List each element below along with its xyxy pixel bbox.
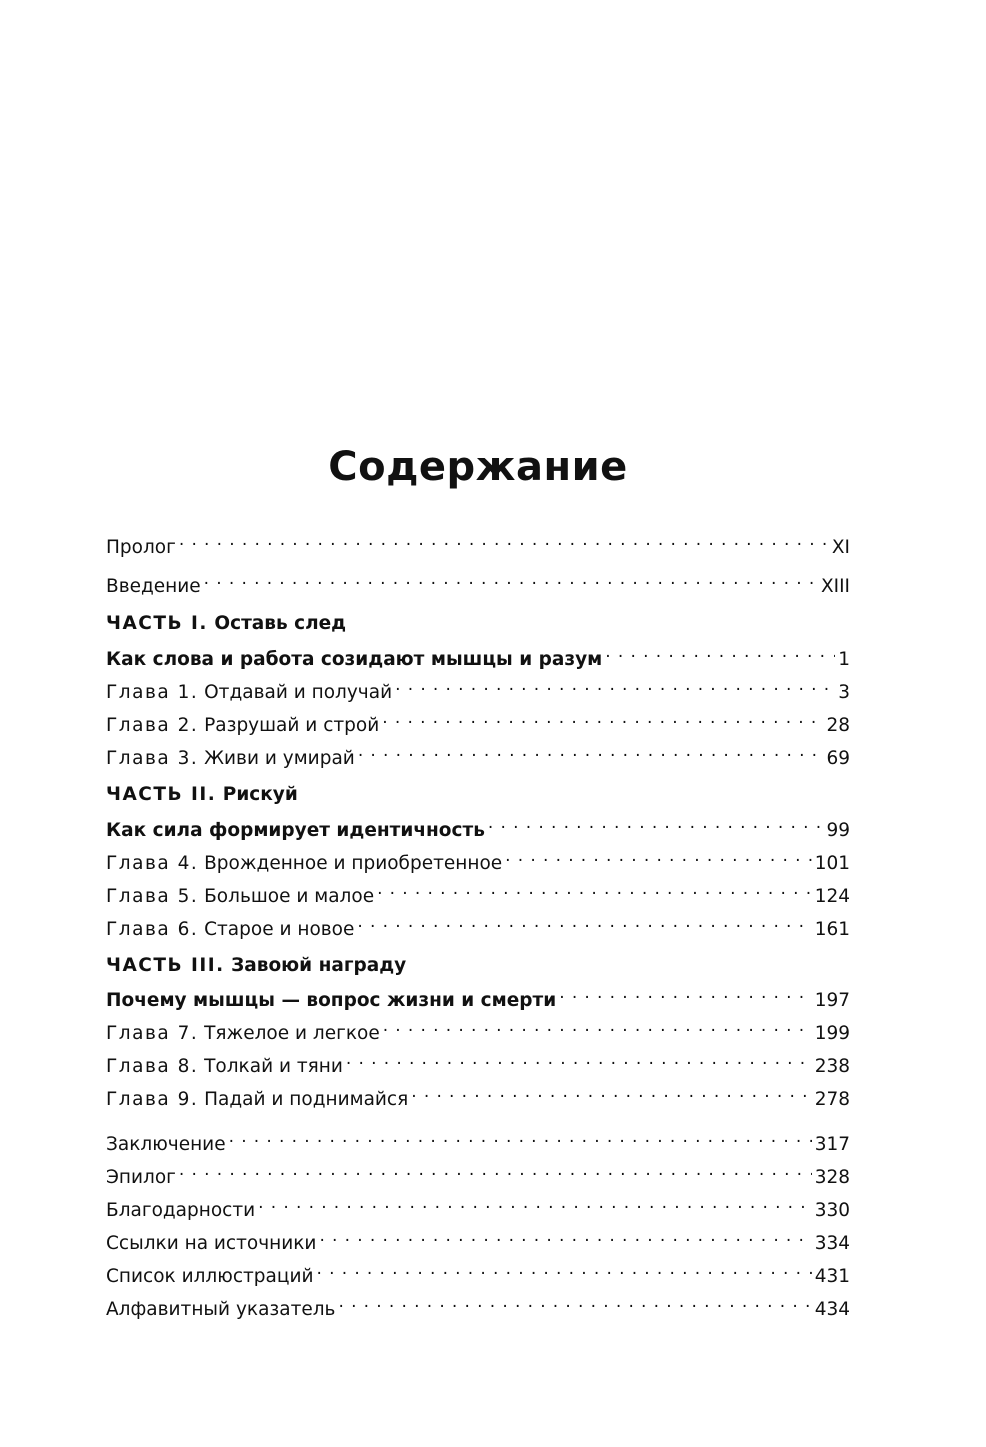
- page-title: Содержание: [328, 443, 628, 490]
- dot-leader: [605, 639, 835, 665]
- chapter-title: Разрушай и строй: [204, 715, 380, 736]
- toc-entry-label: Список иллюстраций: [106, 1266, 314, 1287]
- toc-page-number: 431: [814, 1266, 850, 1287]
- dot-leader: [258, 1190, 812, 1216]
- dot-leader: [382, 705, 823, 731]
- toc-entry-label: [106, 917, 354, 943]
- toc-entry-label: [106, 746, 355, 772]
- part-heading-3: [106, 953, 406, 979]
- part-heading-1: [106, 611, 346, 637]
- toc-entry-introduction[interactable]: [106, 566, 850, 597]
- dot-leader: [358, 738, 824, 764]
- toc-entry-index[interactable]: [106, 1289, 850, 1320]
- dot-leader: [505, 843, 812, 869]
- toc-page-number: 199: [814, 1023, 850, 1044]
- chapter-prefix: Глава 9.: [106, 1089, 199, 1110]
- toc-entry-references[interactable]: [106, 1223, 850, 1254]
- toc-page-number: 101: [814, 853, 850, 874]
- toc-page-number: 124: [814, 886, 850, 907]
- toc-entry-label: Ссылки на источники: [106, 1233, 317, 1254]
- toc-page-number: 334: [814, 1233, 850, 1254]
- chapter-title: Тяжелое и легкое: [204, 1023, 380, 1044]
- toc-entry-label: [106, 1054, 343, 1080]
- dot-leader: [319, 1223, 811, 1249]
- chapter-title: Старое и новое: [204, 919, 355, 940]
- chapter-prefix: Глава 1.: [106, 682, 199, 703]
- toc-entry-label: Алфавитный указатель: [106, 1299, 336, 1320]
- toc-page-number: 328: [814, 1167, 850, 1188]
- toc-page-number: XIII: [820, 576, 850, 597]
- toc-entry-label: Заключение: [106, 1134, 226, 1155]
- part-title: Рискуй: [222, 784, 298, 805]
- toc-page-number: 197: [814, 990, 850, 1011]
- toc-entry-chapter-9[interactable]: [106, 1079, 850, 1110]
- chapter-title: Живи и умирай: [204, 748, 355, 769]
- toc-entry-chapter-4[interactable]: [106, 843, 850, 874]
- toc-entry-chapter-5[interactable]: [106, 876, 850, 907]
- toc-entry-part-2-subtitle[interactable]: [106, 810, 850, 841]
- toc-page-number: 69: [826, 748, 850, 769]
- dot-leader: [559, 980, 811, 1006]
- chapter-prefix: Глава 5.: [106, 886, 199, 907]
- toc-entry-label: [106, 1087, 408, 1113]
- chapter-prefix: Глава 4.: [106, 853, 199, 874]
- dot-leader: [179, 527, 829, 553]
- chapter-title: Отдавай и получай: [204, 682, 393, 703]
- toc-entry-chapter-1[interactable]: [106, 672, 850, 703]
- dot-leader: [357, 909, 811, 935]
- toc-page-number: 99: [826, 820, 850, 841]
- toc-entry-prologue[interactable]: [106, 527, 850, 558]
- chapter-title: Врожденное и приобретенное: [204, 853, 503, 874]
- toc-entry-label: [106, 680, 392, 706]
- toc-page-number: 1: [838, 649, 850, 670]
- toc-page-number: 278: [814, 1089, 850, 1110]
- toc-entry-chapter-6[interactable]: [106, 909, 850, 940]
- toc-page-number: 238: [814, 1056, 850, 1077]
- dot-leader: [229, 1124, 812, 1150]
- toc-entry-label: Эпилог: [106, 1167, 176, 1188]
- part-heading-2: [106, 782, 298, 808]
- dot-leader: [395, 672, 835, 698]
- toc-entry-label: [106, 713, 379, 739]
- toc-entry-label: Как слова и работа созидают мышцы и разум: [106, 649, 603, 670]
- toc-entry-chapter-2[interactable]: [106, 705, 850, 736]
- toc-entry-label: [106, 884, 374, 910]
- chapter-prefix: Глава 6.: [106, 919, 199, 940]
- toc-entry-conclusion[interactable]: [106, 1124, 850, 1155]
- toc-entry-label: Пролог: [106, 537, 176, 558]
- dot-leader: [338, 1289, 811, 1315]
- toc-entry-label: Благодарности: [106, 1200, 256, 1221]
- chapter-title: Падай и поднимайся: [204, 1089, 409, 1110]
- part-number: ЧАСТЬ II.: [106, 784, 217, 805]
- toc-entry-acknowledgments[interactable]: [106, 1190, 850, 1221]
- toc-page-number: 161: [814, 919, 850, 940]
- dot-leader: [488, 810, 824, 836]
- toc-entry-label: [106, 1021, 380, 1047]
- chapter-prefix: Глава 8.: [106, 1056, 199, 1077]
- chapter-title: Большое и малое: [204, 886, 375, 907]
- part-title: Завоюй награду: [231, 955, 407, 976]
- toc-entry-epilogue[interactable]: [106, 1157, 850, 1188]
- dot-leader: [411, 1079, 811, 1105]
- toc-entry-label: Введение: [106, 576, 201, 597]
- toc-entry-part-3-subtitle[interactable]: [106, 980, 850, 1011]
- toc-page-number: XI: [831, 537, 850, 558]
- toc-entry-illustrations[interactable]: [106, 1256, 850, 1287]
- dot-leader: [383, 1013, 812, 1039]
- part-number: ЧАСТЬ III.: [106, 955, 225, 976]
- part-number: ЧАСТЬ I.: [106, 613, 208, 634]
- toc-entry-label: Почему мышцы — вопрос жизни и смерти: [106, 990, 557, 1011]
- toc-page-number: 28: [826, 715, 850, 736]
- chapter-prefix: Глава 7.: [106, 1023, 199, 1044]
- toc-page-number: 3: [838, 682, 850, 703]
- toc-page-number: 434: [814, 1299, 850, 1320]
- toc-entry-label: [106, 851, 502, 877]
- toc-entry-label: Как сила формирует идентичность: [106, 820, 485, 841]
- toc-entry-chapter-3[interactable]: [106, 738, 850, 769]
- part-title: Оставь след: [214, 613, 347, 634]
- chapter-prefix: Глава 2.: [106, 715, 199, 736]
- dot-leader: [346, 1046, 812, 1072]
- toc-page-number: 330: [814, 1200, 850, 1221]
- toc-entry-chapter-7[interactable]: [106, 1013, 850, 1044]
- toc-entry-chapter-8[interactable]: [106, 1046, 850, 1077]
- toc-page-number: 317: [814, 1134, 850, 1155]
- dot-leader: [317, 1256, 812, 1282]
- dot-leader: [179, 1157, 812, 1183]
- chapter-title: Толкай и тяни: [204, 1056, 343, 1077]
- dot-leader: [377, 876, 812, 902]
- dot-leader: [204, 566, 818, 592]
- chapter-prefix: Глава 3.: [106, 748, 199, 769]
- toc-entry-part-1-subtitle[interactable]: [106, 639, 850, 670]
